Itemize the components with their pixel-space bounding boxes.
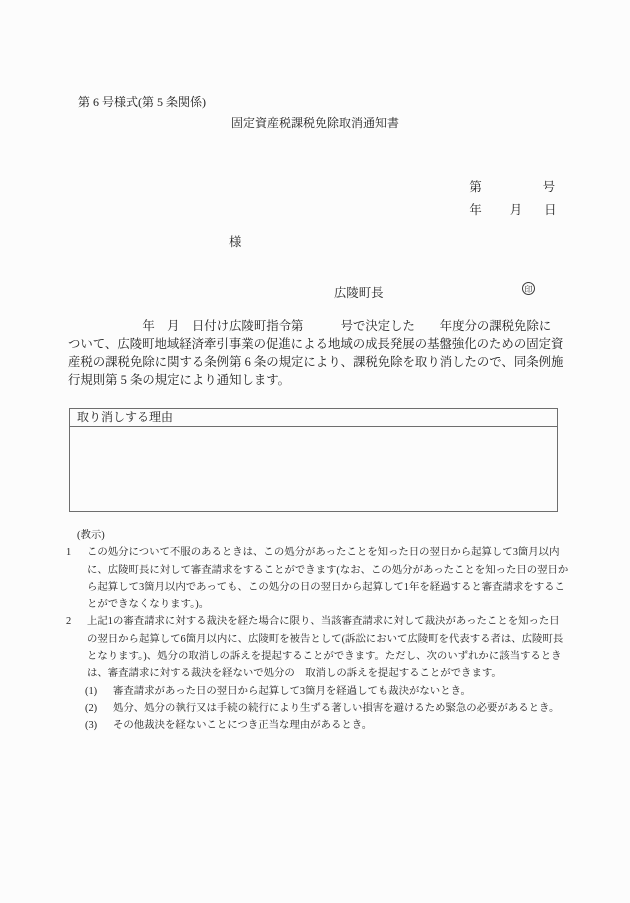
guidance-heading: (教示) bbox=[77, 530, 105, 541]
text-line: ら起算して3箇月以内であっても、この処分の日の翌日から起算して1年を経過すると審査請求をするこ bbox=[87, 581, 565, 593]
guidance-item-1 bbox=[66, 544, 569, 613]
cancellation-reason-blank-area bbox=[70, 427, 557, 512]
document-number-prefix: 第 bbox=[469, 180, 482, 194]
date-day-label: 日 bbox=[544, 203, 557, 217]
date-line bbox=[457, 185, 557, 233]
cancellation-reason-label: 取り消しする理由 bbox=[70, 409, 557, 427]
text-line: は、審査請求に対する裁決を経ないで処分の 取消しの訴えを提起することができます。 bbox=[87, 668, 502, 680]
form-number: 第 6 号様式(第 5 条関係) bbox=[78, 95, 206, 109]
seal-mark-icon: 印 bbox=[522, 282, 535, 295]
text-line: ついて、広陵町地域経済牽引事業の促進による地域の成長発展の基盤強化のための固定資 bbox=[68, 337, 564, 351]
document-number-suffix: 号 bbox=[542, 180, 556, 194]
document-title: 固定資産税課税免除取消通知書 bbox=[230, 116, 399, 130]
guidance-item-1-text bbox=[87, 544, 569, 613]
guidance-subitem-2-label: (2) bbox=[85, 702, 98, 714]
guidance-subitem-1 bbox=[66, 683, 562, 700]
guidance-subitem-2 bbox=[66, 700, 562, 717]
guidance-subitem-2-text: 処分、処分の執行又は手続の続行により生ずる著しい損害を避けるため緊急の必要があるとき。 bbox=[113, 702, 560, 714]
guidance-subitem-1-label: (1) bbox=[85, 685, 98, 697]
text-line: この処分について不服のあるときは、この処分があったことを知った日の翌日から起算して3箇月以内 bbox=[87, 547, 560, 559]
guidance-item-2 bbox=[66, 613, 562, 682]
issuer-name: 広陵町長 bbox=[334, 286, 384, 300]
guidance-subitem-1-text: 審査請求があった日の翌日から起算して3箇月を経過しても裁決がないとき。 bbox=[113, 685, 471, 697]
notice-body-paragraph bbox=[68, 317, 568, 389]
text-line: 年 月 日付け広陵町指令第 号で決定した 年度分の課税免除に bbox=[68, 319, 552, 333]
text-line: となります。)、処分の取消しの訴えを提起することができます。ただし、次のいずれかに該当するとき bbox=[87, 651, 562, 663]
guidance-subitem-3-text: その他裁決を経ないことにつき正当な理由があるとき。 bbox=[113, 720, 373, 732]
cancellation-reason-box bbox=[69, 408, 558, 512]
date-month-label: 月 bbox=[509, 203, 523, 217]
guidance-item-2-text bbox=[87, 613, 562, 682]
text-line: 行規則第 5 条の規定により通知します。 bbox=[68, 373, 291, 387]
text-line: 上記1の審査請求に対する裁決を経た場合に限り、当該審査請求に対して裁決があったことを知った日 bbox=[87, 616, 560, 628]
guidance-subitem-3 bbox=[66, 717, 562, 734]
guidance-item-1-number: 1 bbox=[66, 547, 72, 559]
text-line: の翌日から起算して6箇月以内に、広陵町を被告として(訴訟において広陵町を代表する者は、広陵町長 bbox=[87, 633, 564, 645]
guidance-item-2-number: 2 bbox=[66, 616, 72, 628]
text-line: とができなくなります。)。 bbox=[87, 599, 210, 611]
appeal-guidance-section bbox=[66, 527, 569, 735]
date-year-label: 年 bbox=[469, 203, 482, 217]
text-line: に、広陵町長に対して審査請求をすることができます(なお、この処分があったことを知った日の翌日か bbox=[87, 564, 569, 576]
guidance-subitem-3-label: (3) bbox=[85, 720, 98, 732]
text-line: 産税の課税免除に関する条例第 6 条の規定により、課税免除を取り消したので、同条例施 bbox=[68, 355, 564, 369]
recipient-honorific: 様 bbox=[229, 235, 242, 249]
